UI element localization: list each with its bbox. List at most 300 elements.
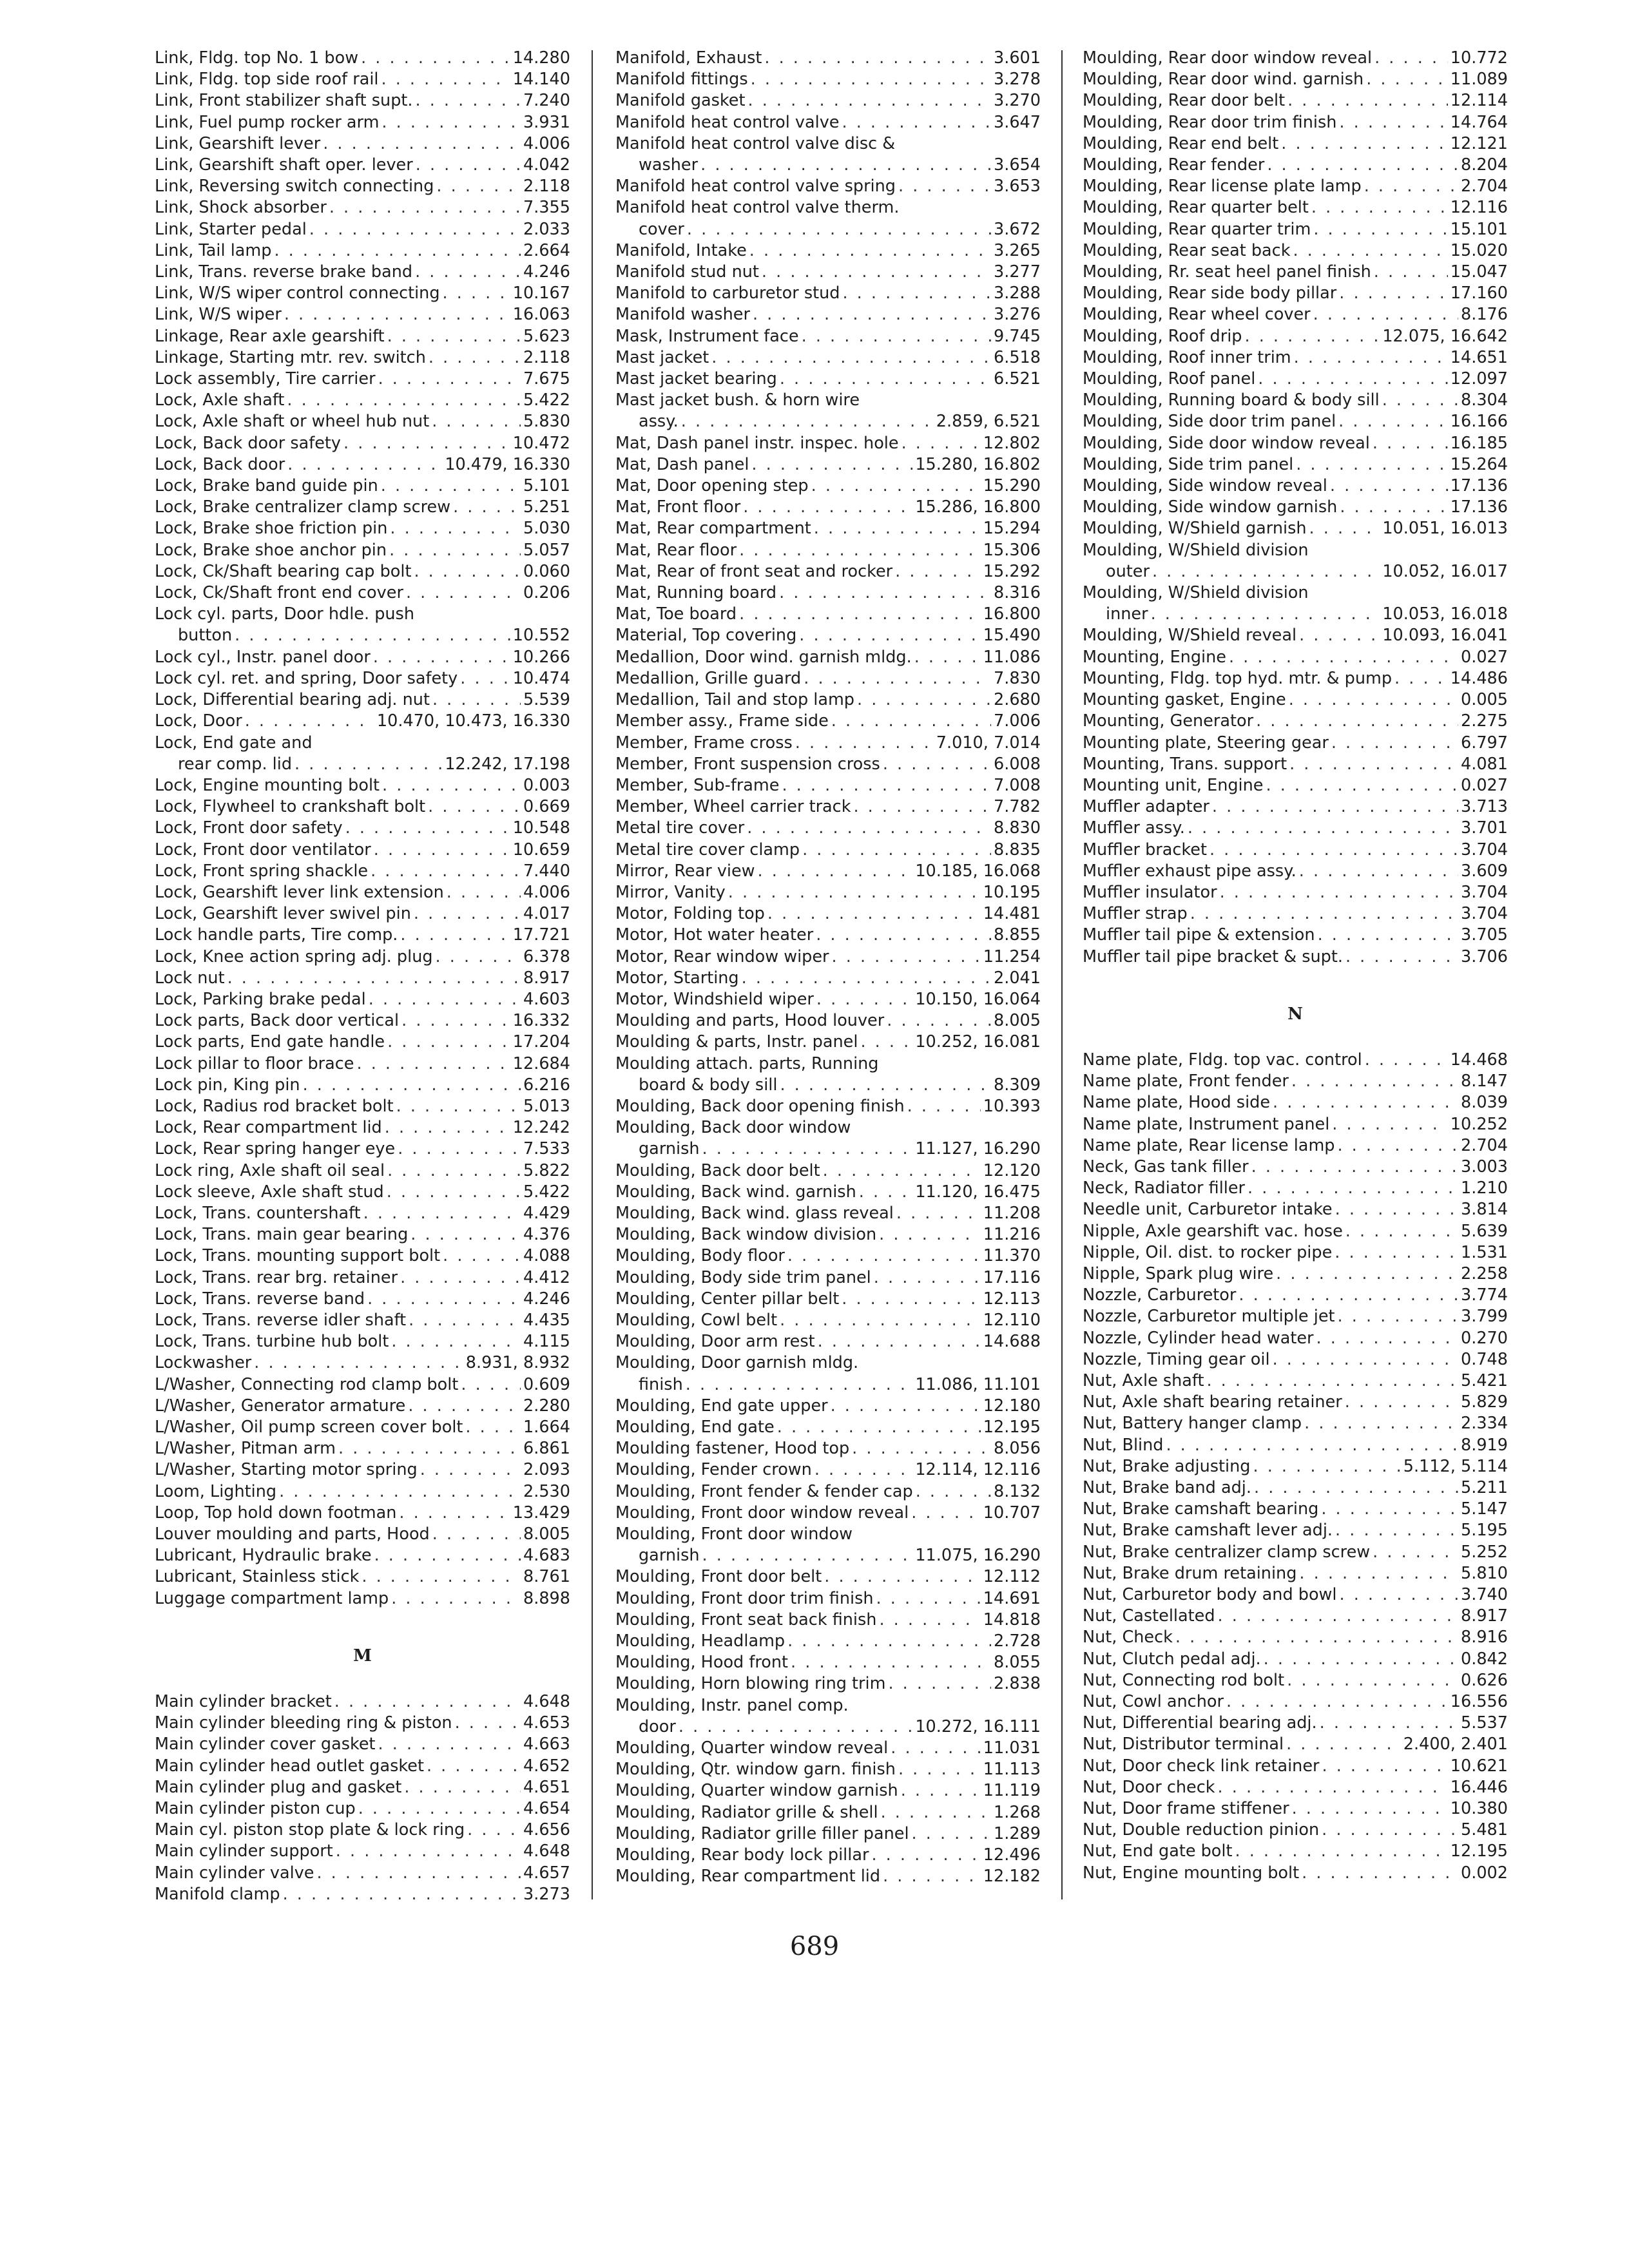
entry-reference: 8.916	[1460, 1628, 1508, 1648]
entry-term: Name plate, Rear license lamp	[1083, 1135, 1335, 1155]
entry-term: Nozzle, Cylinder head water	[1083, 1328, 1314, 1348]
entry-reference: 4.081	[1460, 754, 1508, 774]
entry-term: Motor, Folding top	[615, 904, 765, 924]
entry-term: Moulding, Rr. seat heel panel finish	[1083, 262, 1371, 282]
index-entry	[155, 1352, 570, 1374]
index-entry-continuation	[615, 155, 1041, 176]
index-entry	[615, 1267, 1041, 1289]
dot-leader	[1244, 326, 1380, 347]
dot-leader	[287, 454, 442, 476]
index-entry	[155, 155, 570, 176]
dot-leader	[1299, 861, 1458, 882]
index-entry	[155, 1374, 570, 1396]
entry-reference: 12.180	[983, 1396, 1041, 1416]
dot-leader	[245, 711, 374, 732]
dot-leader	[378, 1734, 521, 1755]
entry-reference: 2.664	[523, 240, 570, 260]
entry-reference: 8.176	[1460, 305, 1508, 325]
entry-term: Nut, Castellated	[1083, 1606, 1215, 1626]
entry-reference: 11.086	[983, 647, 1041, 667]
index-entry	[1083, 1413, 1508, 1434]
entry-term: Lock parts, Back door vertical	[155, 1011, 400, 1031]
entry-reference: 1.289	[993, 1823, 1041, 1843]
entry-reference: 12.242	[512, 1118, 570, 1138]
entry-term: Nozzle, Timing gear oil	[1083, 1349, 1270, 1369]
entry-term: Main cylinder cover gasket	[155, 1735, 376, 1754]
entry-reference: 10.552	[512, 626, 570, 646]
index-entry	[1083, 1756, 1508, 1777]
index-entry	[1083, 1520, 1508, 1541]
dot-leader	[891, 1738, 981, 1759]
entry-term: Nut, Distributor terminal	[1083, 1735, 1284, 1754]
dot-leader	[414, 561, 521, 582]
index-entry	[155, 1691, 570, 1713]
entry-reference: 15.020	[1450, 240, 1508, 260]
dot-leader	[378, 369, 521, 390]
index-entry	[1083, 1606, 1508, 1627]
entry-reference: 8.005	[993, 1011, 1041, 1031]
entry-term: Lock, Rear spring hanger eye	[155, 1139, 396, 1159]
dot-leader	[1335, 1199, 1458, 1220]
dot-leader	[1273, 1349, 1458, 1370]
entry-term: Mat, Door opening step	[615, 476, 809, 496]
index-entry	[155, 796, 570, 818]
entry-reference: 14.764	[1450, 112, 1508, 132]
dot-leader	[883, 754, 991, 775]
entry-reference: 10.167	[512, 284, 570, 303]
dot-leader	[1166, 1435, 1458, 1456]
entry-reference: 5.422	[523, 1182, 570, 1202]
index-entry	[155, 476, 570, 497]
entry-reference: 8.830	[993, 818, 1041, 838]
dot-leader	[888, 1673, 991, 1695]
dot-leader	[811, 476, 981, 497]
index-entry	[1083, 1435, 1508, 1456]
entry-term: Lock, Front spring shackle	[155, 861, 369, 881]
index-entry	[1083, 775, 1508, 796]
entry-term: Lock assembly, Tire carrier	[155, 369, 376, 389]
entry-reference: 3.672	[993, 219, 1041, 239]
entry-term: washer	[639, 155, 699, 175]
dot-leader	[1294, 347, 1448, 369]
index-entry	[155, 1438, 570, 1459]
index-entry	[155, 1820, 570, 1841]
dot-leader	[1339, 112, 1447, 133]
dot-leader	[747, 90, 991, 111]
entry-term: Moulding, Rear side body pillar	[1083, 284, 1337, 303]
dot-leader	[907, 1096, 981, 1117]
dot-leader	[1338, 411, 1448, 432]
entry-reference: 15.292	[983, 561, 1041, 581]
index-entry	[615, 1566, 1041, 1588]
index-entry	[615, 1823, 1041, 1845]
entry-reference: 4.603	[523, 989, 570, 1009]
dot-leader	[876, 1588, 981, 1610]
entry-term: Lock pillar to floor brace	[155, 1053, 354, 1073]
dot-leader	[702, 1139, 913, 1160]
entry-term: Muffler adapter	[1083, 797, 1210, 817]
entry-reference: 8.309	[993, 1075, 1041, 1095]
entry-term: Lock, Back door	[155, 454, 285, 474]
entry-term: Moulding, Center pillar belt	[615, 1289, 840, 1309]
dot-leader	[767, 903, 981, 925]
entry-term: button	[178, 626, 233, 646]
index-entry	[155, 176, 570, 197]
entry-term: Mast jacket bush. & horn wire	[615, 390, 860, 410]
entry-term: Moulding, Rear quarter trim	[1083, 219, 1311, 239]
dot-leader	[1338, 1306, 1458, 1327]
dot-leader	[1302, 1863, 1458, 1884]
entry-reference: 10.707	[983, 1503, 1041, 1523]
entry-term: Moulding, Front seat back finish	[615, 1610, 877, 1629]
dot-leader	[1311, 197, 1448, 218]
dot-leader	[857, 689, 991, 711]
entry-reference: 4.246	[523, 262, 570, 282]
entry-term: Link, Gearshift shaft oper. lever	[155, 155, 413, 175]
entry-reference: 7.830	[993, 668, 1041, 688]
entry-reference: 17.136	[1450, 497, 1508, 517]
dot-leader	[912, 1823, 991, 1845]
index-entry	[155, 411, 570, 432]
index-entry	[1083, 433, 1508, 454]
dot-leader	[455, 1713, 521, 1734]
entry-reference: 10.252, 16.081	[915, 1032, 1041, 1052]
index-entry	[1083, 903, 1508, 925]
entry-term: L/Washer, Pitman arm	[155, 1439, 336, 1459]
entry-term: Linkage, Starting mtr. rev. switch	[155, 347, 426, 367]
dot-leader	[916, 1481, 991, 1503]
dot-leader	[465, 1417, 521, 1438]
entry-term: Lock, Ck/Shaft front end cover	[155, 583, 403, 603]
entry-term: Manifold heat control valve spring	[615, 177, 896, 197]
entry-reference: 11.254	[983, 947, 1041, 966]
entry-term: Nut, Double reduction pinion	[1083, 1820, 1320, 1840]
entry-term: rear comp. lid	[178, 754, 293, 774]
entry-term: Loop, Top hold down footman	[155, 1503, 397, 1523]
dot-leader	[399, 1503, 510, 1524]
dot-leader	[1316, 1328, 1458, 1349]
entry-reference: 4.656	[523, 1820, 570, 1840]
index-entry	[615, 262, 1041, 283]
dot-leader	[1175, 1627, 1458, 1648]
dot-leader	[279, 1481, 521, 1503]
dot-leader	[853, 796, 991, 818]
entry-term: Member, Frame cross	[615, 733, 793, 753]
entry-reference: 8.855	[993, 925, 1041, 945]
entry-term: Nut, Carburetor body and bowl	[1083, 1585, 1337, 1605]
index-entry	[155, 1798, 570, 1820]
entry-reference: 10.093, 16.041	[1382, 626, 1508, 646]
entry-reference: 14.688	[983, 1332, 1041, 1352]
index-entry	[1083, 390, 1508, 411]
entry-term: Moulding, Front door trim finish	[615, 1588, 874, 1608]
index-entry	[155, 1245, 570, 1267]
entry-term: Main cylinder head outlet gasket	[155, 1756, 424, 1776]
index-entry	[1083, 283, 1508, 304]
index-entry	[155, 861, 570, 882]
index-entry	[615, 1438, 1041, 1459]
dot-leader	[453, 497, 521, 518]
dot-leader	[436, 176, 521, 197]
index-entry	[1083, 518, 1508, 539]
entry-term: garnish	[639, 1546, 700, 1566]
entry-term: Moulding, Roof panel	[1083, 369, 1256, 389]
index-entry	[1083, 925, 1508, 946]
dot-leader	[1264, 1649, 1458, 1670]
dot-leader	[787, 1631, 991, 1652]
entry-reference: 4.429	[523, 1203, 570, 1223]
entry-reference: 8.316	[993, 583, 1041, 603]
dot-leader	[329, 197, 521, 218]
entry-term: Muffler strap	[1083, 904, 1188, 924]
index-entry	[615, 112, 1041, 133]
entry-reference: 5.030	[523, 519, 570, 539]
entry-reference: 4.412	[523, 1267, 570, 1287]
entry-term: Lock nut	[155, 968, 225, 988]
dot-leader	[387, 1032, 510, 1053]
entry-reference: 2.400, 2.401	[1403, 1735, 1508, 1754]
dot-leader	[1267, 155, 1458, 176]
dot-leader	[461, 1374, 521, 1396]
index-entry	[615, 197, 1041, 218]
entry-reference: 2.275	[1460, 711, 1508, 731]
dot-leader	[374, 1545, 521, 1566]
entry-reference: 10.150, 16.064	[915, 989, 1041, 1009]
dot-leader	[316, 1863, 521, 1884]
index-entry	[1083, 1713, 1508, 1734]
index-entry	[155, 968, 570, 989]
entry-term: Lock, Trans. turbine hub bolt	[155, 1332, 389, 1352]
dot-leader	[1251, 1157, 1458, 1178]
index-entry	[615, 1845, 1041, 1866]
entry-term: Member assy., Frame side	[615, 711, 829, 731]
entry-reference: 4.653	[523, 1713, 570, 1733]
entry-reference: 10.252	[1450, 1114, 1508, 1134]
entry-reference: 4.435	[523, 1310, 570, 1330]
entry-reference: 17.136	[1450, 476, 1508, 496]
dot-leader	[356, 1053, 510, 1075]
entry-term: garnish	[639, 1139, 700, 1159]
entry-term: Nut, Connecting rod bolt	[1083, 1670, 1285, 1690]
index-entry	[155, 882, 570, 903]
dot-leader	[235, 625, 510, 646]
entry-reference: 3.704	[1460, 840, 1508, 860]
dot-leader	[753, 304, 991, 325]
entry-term: Lock, Trans. rear brg. retainer	[155, 1267, 398, 1287]
entry-reference: 5.829	[1460, 1392, 1508, 1412]
entry-reference: 10.470, 10.473, 16.330	[376, 711, 570, 731]
entry-reference: 2.118	[523, 347, 570, 367]
dot-leader	[1339, 283, 1448, 304]
dot-leader	[1373, 433, 1448, 454]
dot-leader	[1152, 561, 1380, 582]
entry-term: Moulding, Side door trim panel	[1083, 412, 1336, 432]
entry-reference: 2.280	[523, 1396, 570, 1416]
index-entry	[615, 903, 1041, 925]
entry-term: Mounting gasket, Engine	[1083, 690, 1286, 710]
index-entry	[615, 1053, 1041, 1075]
index-entry	[1083, 326, 1508, 347]
index-entry	[615, 1417, 1041, 1438]
index-entry	[1083, 754, 1508, 775]
entry-reference: 2.041	[993, 968, 1041, 988]
dot-leader	[371, 861, 521, 882]
entry-reference: 2.859, 6.521	[936, 412, 1041, 432]
entry-reference: 2.704	[1460, 177, 1508, 197]
entry-reference: 2.530	[523, 1481, 570, 1501]
entry-term: Main cylinder piston cup	[155, 1799, 356, 1819]
dot-leader	[1248, 1178, 1458, 1199]
index-entry	[1083, 796, 1508, 818]
dot-leader	[227, 968, 521, 989]
entry-term: Nipple, Oil. dist. to rocker pipe	[1083, 1242, 1333, 1262]
dot-leader	[345, 818, 510, 839]
index-entry	[615, 518, 1041, 539]
entry-reference: 8.204	[1460, 155, 1508, 175]
entry-reference: 15.286, 16.800	[915, 497, 1041, 517]
entry-reference: 0.005	[1460, 690, 1508, 710]
index-entry	[155, 1884, 570, 1905]
index-entry	[1083, 1178, 1508, 1199]
index-column-1	[155, 48, 570, 1905]
entry-term: Moulding, Door arm rest	[615, 1332, 815, 1352]
entry-reference: 8.304	[1460, 390, 1508, 410]
entry-reference: 2.334	[1460, 1414, 1508, 1434]
index-entry	[615, 1503, 1041, 1524]
dot-leader	[762, 262, 991, 283]
entry-reference: 12.120	[983, 1160, 1041, 1180]
entry-reference: 10.051, 16.013	[1382, 519, 1508, 539]
dot-leader	[1345, 947, 1458, 968]
dot-leader	[284, 304, 510, 325]
dot-leader	[779, 582, 991, 604]
index-entry	[1083, 176, 1508, 197]
entry-reference: 4.088	[523, 1246, 570, 1266]
entry-term: Lock cyl., Instr. panel door	[155, 647, 371, 667]
dot-leader	[420, 1459, 521, 1481]
entry-term: Manifold, Intake	[615, 240, 747, 260]
dot-leader	[1190, 903, 1458, 925]
entry-term: Manifold stud nut	[615, 262, 759, 282]
index-entry	[1083, 689, 1508, 711]
dot-leader	[274, 240, 521, 262]
entry-reference: 3.653	[993, 177, 1041, 197]
entry-term: Main cyl. piston stop plate & lock ring	[155, 1820, 465, 1840]
entry-reference: 2.033	[523, 219, 570, 239]
index-entry	[155, 369, 570, 390]
entry-term: Member, Wheel carrier track	[615, 797, 851, 817]
dot-leader	[1337, 1135, 1458, 1157]
entry-reference: 5.422	[523, 390, 570, 410]
dot-leader	[818, 1331, 981, 1352]
entry-term: Mirror, Rear view	[615, 861, 755, 881]
entry-reference: 15.047	[1450, 262, 1508, 282]
dot-leader	[883, 1866, 981, 1887]
entry-term: Material, Top covering	[615, 626, 797, 646]
entry-term: Moulding, Rear seat back	[1083, 240, 1291, 260]
entry-term: L/Washer, Starting motor spring	[155, 1460, 418, 1480]
index-entry	[155, 1182, 570, 1203]
index-entry	[1083, 90, 1508, 111]
index-entry	[615, 1331, 1041, 1352]
dot-leader	[831, 1396, 981, 1417]
entry-reference: 10.393	[983, 1096, 1041, 1116]
entry-term: inner	[1106, 604, 1148, 624]
index-entry	[155, 1289, 570, 1310]
index-entry	[1083, 1734, 1508, 1755]
dot-leader	[1266, 775, 1458, 796]
entry-term: Lock, Ck/Shaft bearing cap bolt	[155, 561, 412, 581]
entry-reference: 10.195	[983, 882, 1041, 902]
dot-leader	[804, 668, 991, 689]
entry-reference: 12.195	[983, 1418, 1041, 1437]
entry-term: Loom, Lighting	[155, 1481, 277, 1501]
entry-term: Moulding, Rear license plate lamp	[1083, 177, 1362, 197]
index-entry-continuation	[1083, 561, 1508, 582]
dot-leader	[1281, 133, 1448, 155]
entry-term: Moulding, Door garnish mldg.	[615, 1353, 859, 1373]
dot-leader	[687, 219, 991, 240]
entry-reference: 7.008	[993, 775, 1041, 795]
dot-leader	[898, 176, 991, 197]
index-entry-continuation	[155, 754, 570, 775]
index-entry	[615, 454, 1041, 476]
entry-term: Main cylinder valve	[155, 1863, 314, 1883]
dot-leader	[895, 561, 981, 582]
index-entry	[155, 540, 570, 561]
entry-term: Manifold heat control valve disc &	[615, 133, 896, 153]
dot-leader	[1289, 689, 1458, 711]
index-entry	[615, 1631, 1041, 1652]
dot-leader	[1335, 1520, 1458, 1541]
index-entry	[615, 90, 1041, 111]
entry-term: Nut, Battery hanger clamp	[1083, 1414, 1302, 1434]
entry-reference: 3.609	[1460, 861, 1508, 881]
entry-term: Louver moulding and parts, Hood	[155, 1524, 430, 1544]
entry-term: Lock, Front door ventilator	[155, 840, 371, 860]
entry-reference: 11.075, 16.290	[915, 1546, 1041, 1566]
entry-reference: 12.121	[1450, 133, 1508, 153]
index-entry	[155, 1756, 570, 1777]
index-entry	[155, 689, 570, 711]
dot-leader	[1296, 454, 1448, 476]
dot-leader	[1210, 840, 1458, 861]
index-entry	[155, 347, 570, 369]
entry-term: Link, Fldg. top side roof rail	[155, 70, 379, 90]
entry-term: L/Washer, Generator armature	[155, 1396, 406, 1416]
entry-term: Lock, Knee action spring adj. plug	[155, 947, 433, 966]
entry-reference: 6.216	[523, 1075, 570, 1095]
dot-leader	[831, 711, 991, 732]
index-entry	[1083, 197, 1508, 218]
dot-leader	[686, 1374, 913, 1396]
index-entry	[1083, 304, 1508, 325]
entry-reference: 16.446	[1450, 1777, 1508, 1797]
entry-term: Link, Tail lamp	[155, 240, 272, 260]
entry-term: Neck, Radiator filler	[1083, 1178, 1246, 1198]
entry-reference: 15.280, 16.802	[915, 454, 1041, 474]
entry-term: Nut, Brake camshaft lever adj.	[1083, 1521, 1333, 1541]
dot-leader	[751, 69, 991, 90]
index-entry	[155, 433, 570, 454]
entry-term: outer	[1106, 561, 1150, 581]
index-entry	[155, 283, 570, 304]
entry-reference: 3.931	[523, 112, 570, 132]
entry-reference: 11.216	[983, 1225, 1041, 1245]
dot-leader	[387, 1182, 521, 1203]
entry-term: Lock, Engine mounting bolt	[155, 775, 380, 795]
dot-leader	[777, 1417, 981, 1438]
